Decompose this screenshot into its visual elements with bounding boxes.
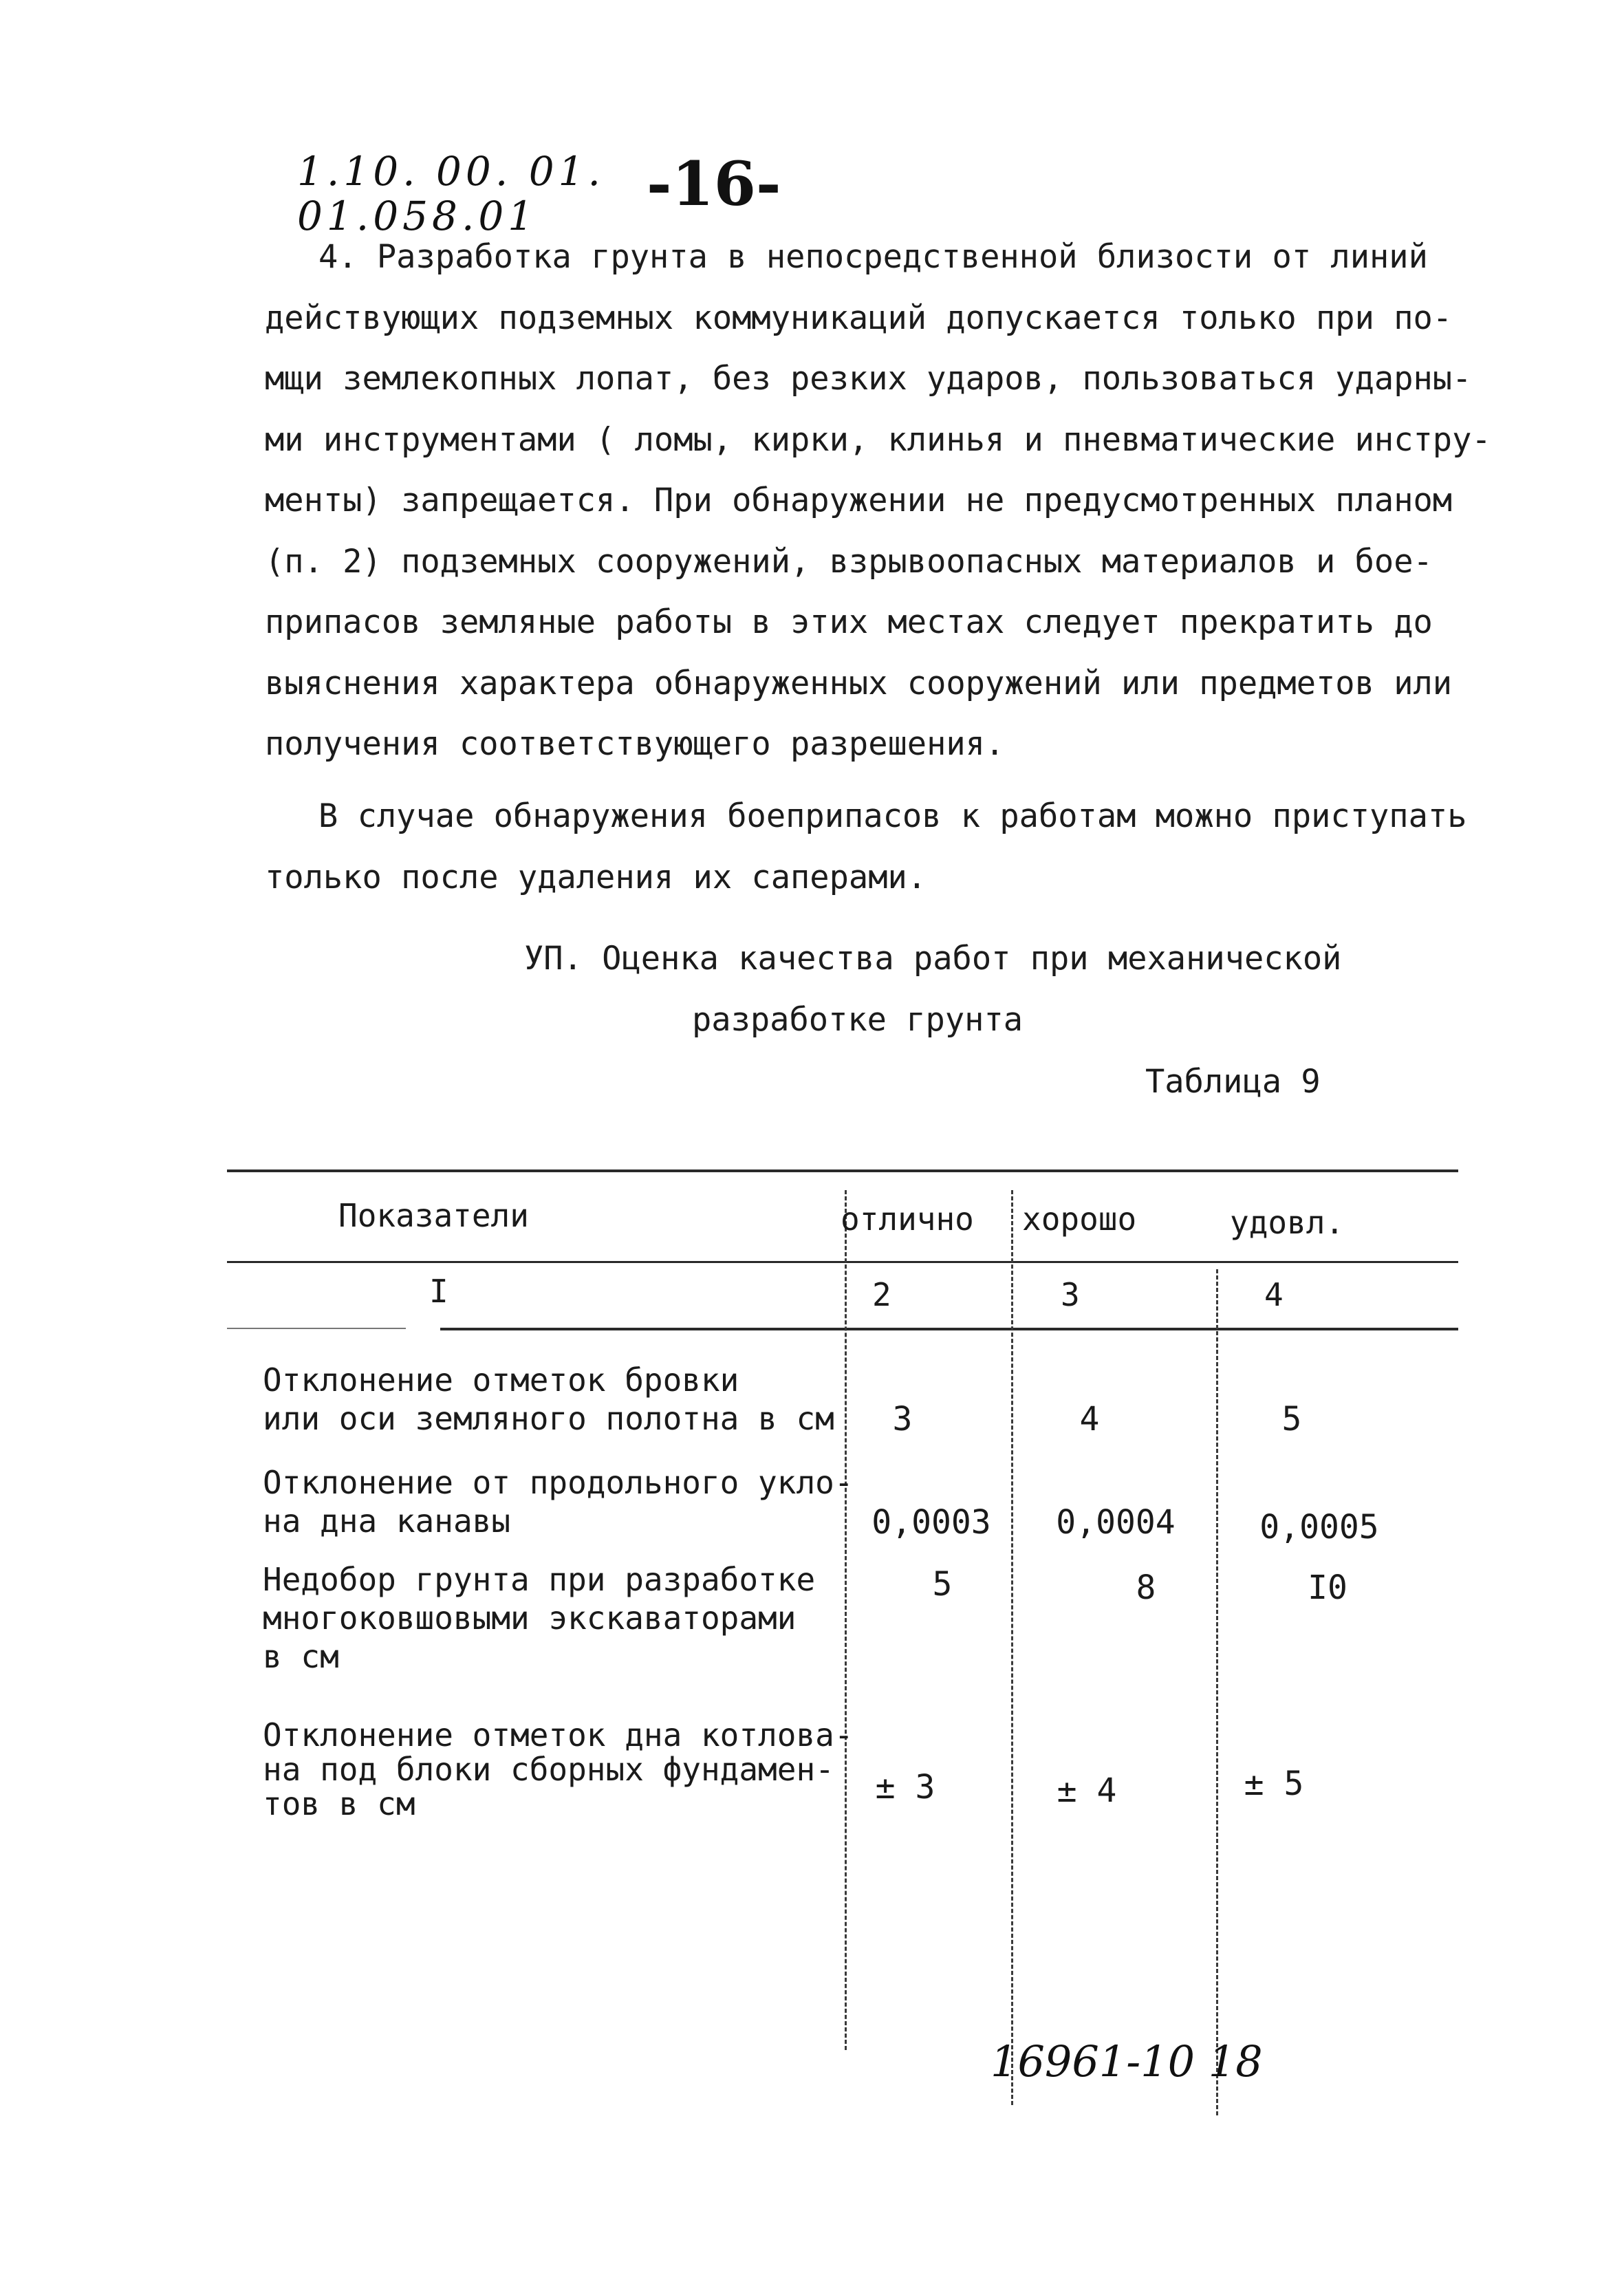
paragraph-line: получения соответствующего разрешения. bbox=[265, 725, 1005, 763]
column-header-good: хорошо bbox=[1022, 1200, 1137, 1238]
paragraph-line: ми инструментами ( ломы, кирки, клинья и пневматические инстру- bbox=[265, 420, 1491, 459]
table-cell-value: 0,0004 bbox=[1056, 1503, 1176, 1542]
table-cell-value: ± 4 bbox=[1057, 1771, 1117, 1810]
table-row-indicator: Отклонение отметок дна котлова- на под блоки сборных фундамен- тов в см bbox=[263, 1716, 854, 1822]
table-row-indicator: Недобор грунта при разработке многоковшовыми экскаваторами в см bbox=[263, 1561, 816, 1675]
column-number: 4 bbox=[1264, 1276, 1284, 1313]
paragraph-line: менты) запрещается. При обнаружении не предусмотренных планом bbox=[265, 482, 1453, 519]
column-header-excellent: отлично bbox=[841, 1200, 974, 1238]
table-label: Таблица 9 bbox=[1145, 1063, 1321, 1101]
footer-stamp-number: 16961-10 18 bbox=[990, 2036, 1263, 2087]
table-cell-value: ± 3 bbox=[875, 1768, 935, 1807]
section-title-line2: разработке грунта bbox=[692, 1001, 1024, 1039]
document-code-line2: 01.058.01 bbox=[297, 193, 538, 239]
table-row-indicator: Отклонение отметок бровки или оси земляного полотна в см bbox=[263, 1361, 834, 1437]
table-column-divider bbox=[1011, 1190, 1013, 2105]
table-number-rule bbox=[440, 1328, 1458, 1330]
column-header-satisfactory: удовл. bbox=[1230, 1204, 1345, 1241]
table-top-rule bbox=[227, 1169, 1458, 1172]
table-cell-value: ± 5 bbox=[1244, 1765, 1304, 1803]
table-column-divider bbox=[1216, 1269, 1218, 2115]
column-number: I bbox=[429, 1273, 448, 1310]
table-cell-value: 0,0003 bbox=[871, 1503, 991, 1542]
section-title-line1: УП. Оценка качества работ при механической bbox=[524, 940, 1342, 978]
table-cell-value: 4 bbox=[1079, 1400, 1100, 1438]
paragraph-line: только после удаления их саперами. bbox=[265, 858, 927, 896]
paragraph-ammunition bbox=[265, 786, 1467, 908]
table-cell-value: I0 bbox=[1308, 1568, 1347, 1607]
column-header-indicators: Показатели bbox=[338, 1197, 529, 1234]
paragraph-clause-4 bbox=[265, 227, 1491, 775]
table-cell-value: 8 bbox=[1136, 1568, 1156, 1607]
document-code-line1: 1.10. 00. 01. bbox=[297, 148, 605, 195]
paragraph-line: выяснения характера обнаруженных сооружений или предметов или bbox=[265, 664, 1453, 702]
paragraph-line: припасов земляные работы в этих местах следует прекратить до bbox=[265, 603, 1433, 641]
column-number: 2 bbox=[872, 1276, 891, 1313]
paragraph-line: действующих подземных коммуникаций допускается только при по- bbox=[265, 299, 1453, 337]
paragraph-line: В случае обнаружения боеприпасов к работам можно приступать bbox=[318, 797, 1467, 835]
paragraph-line: (п. 2) подземных сооружений, взрывоопасных материалов и бое- bbox=[265, 542, 1433, 581]
paragraph-line: 4. Разработка грунта в непосредственной близости от линий bbox=[318, 238, 1428, 276]
table-row-indicator: Отклонение от продольного укло- на дна канавы bbox=[263, 1464, 854, 1540]
page-number: -16- bbox=[647, 148, 781, 219]
table-cell-value: 0,0005 bbox=[1259, 1508, 1379, 1546]
table-cell-value: 3 bbox=[892, 1400, 913, 1438]
table-cell-value: 5 bbox=[932, 1565, 953, 1604]
paragraph-line: мщи землекопных лопат, без резких ударов, пользоваться ударны- bbox=[265, 360, 1472, 398]
table-header-rule bbox=[227, 1261, 1458, 1263]
table-column-divider bbox=[845, 1190, 847, 2050]
table-cell-value: 5 bbox=[1281, 1400, 1302, 1438]
column-number: 3 bbox=[1061, 1276, 1080, 1313]
table-number-rule-left bbox=[227, 1328, 406, 1329]
